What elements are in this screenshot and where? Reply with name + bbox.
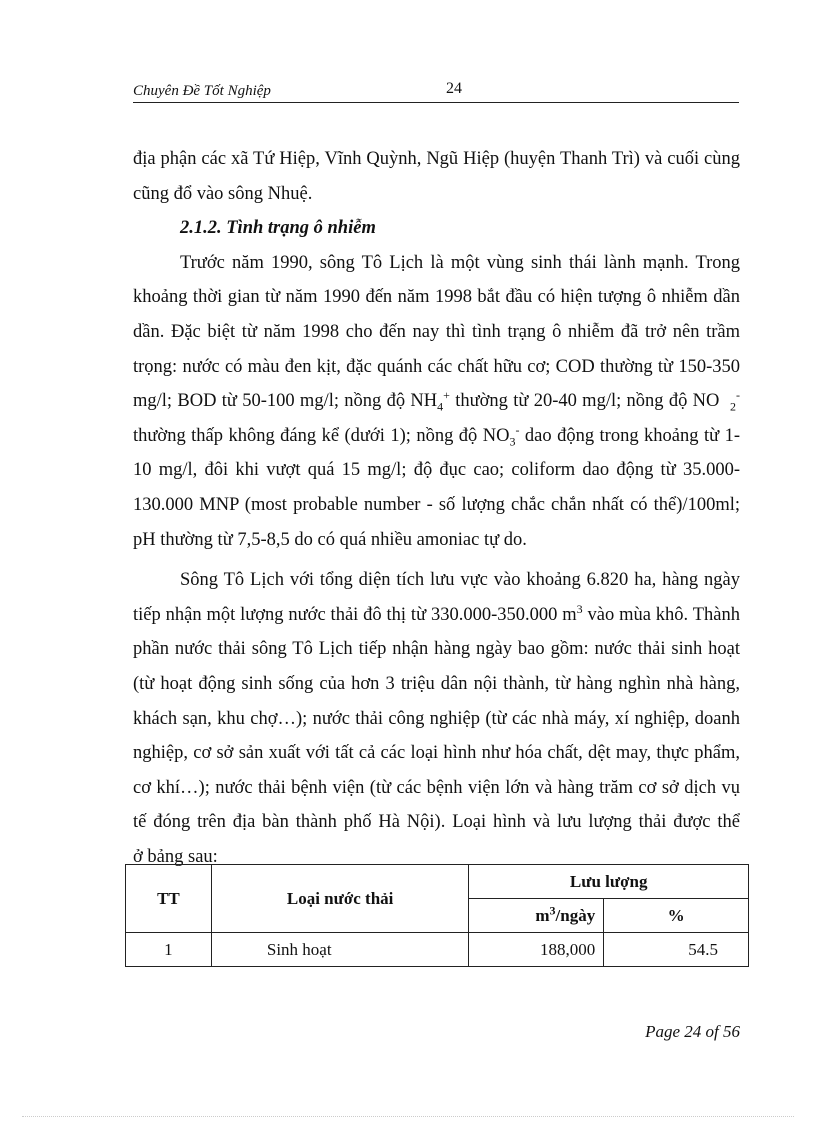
text-line-formula: thường thấp không đáng kể (dưới 1); nồng độ $NO_3^-$ dao động trong khoảng từ 1- <box>133 422 740 449</box>
text-line: địa phận các xã Tứ Hiệp, Vĩnh Quỳnh, Ngũ Hiệp (huyện Thanh Trì) và cuối cùng <box>133 149 740 169</box>
header-percent: % <box>604 899 749 933</box>
section-heading: 2.1.2. Tình trạng ô nhiễm <box>180 218 376 239</box>
text-line: phần nước thải sông Tô Lịch tiếp nhận hàng ngày bao gồm: nước thải sinh hoạt <box>133 639 740 660</box>
table-row <box>126 933 749 967</box>
text-line: Trước năm 1990, sông Tô Lịch là một vùng sinh thái lành mạnh. Trong <box>180 252 740 273</box>
text-line: 130.000 MNP (most probable number - số lượng chắc chắn nhất có thể)/100ml; <box>133 494 740 515</box>
header-tt: TT <box>126 865 212 933</box>
text-line: 10 mg/l, đôi khi vượt quá 15 mg/l; độ đục cao; coliform dao động từ 35.000- <box>133 460 740 481</box>
text-line: trọng: nước có màu đen kịt, đặc quánh các chất hữu cơ; COD thường từ 150-350 <box>133 356 740 377</box>
text-line: Sông Tô Lịch với tổng diện tích lưu vực vào khoảng 6.820 ha, hàng ngày <box>180 570 740 591</box>
header-page-number: 24 <box>446 80 462 97</box>
header-m3-per-day: $m^3$/ngày <box>469 899 604 933</box>
text-line: (từ hoạt động sinh sống của hơn 3 triệu dân nội thành, từ hàng nghìn nhà hàng, <box>133 673 740 694</box>
cell-pct: 54.5 <box>604 933 749 967</box>
header-type: Loại nước thải <box>211 865 469 933</box>
cell-type: Sinh hoạt <box>211 933 469 967</box>
text-line: tế đóng trên địa bàn thành phố Hà Nội). Loại hình và lưu lượng thải được thể <box>133 812 740 833</box>
text-line-formula: tiếp nhận một lượng nước thải đô thị từ 330.000-350.000 $m^3$ vào mùa khô. Thành <box>133 601 740 625</box>
text-line: cũng đổ vào sông Nhuệ. <box>133 183 313 204</box>
text-line: ở bảng sau: <box>133 846 218 867</box>
table-header-row <box>126 865 749 899</box>
text-line: pH thường từ 7,5-8,5 do có quá nhiều amoniac tự do. <box>133 529 527 550</box>
text-line-formula: mg/l; BOD từ 50-100 mg/l; nồng độ $NH_4^+$ thường từ 20-40 mg/l; nồng độ NO $_2$- <box>133 388 740 414</box>
cell-tt: 1 <box>126 933 212 967</box>
header-title: Chuyên Đề Tốt Nghiệp <box>133 83 271 99</box>
text-line: khoảng thời gian từ năm 1990 đến năm 1998 bắt đầu có hiện tượng ô nhiễm dần <box>133 287 740 308</box>
text-line: khách sạn, khu chợ…); nước thải công nghiệp (từ các nhà máy, xí nghiệp, doanh <box>133 708 740 729</box>
header-flow: Lưu lượng <box>469 865 749 899</box>
text-line: dần. Đặc biệt từ năm 1998 cho đến nay thì tình trạng ô nhiễm đã trở nên trầm <box>133 321 740 342</box>
text-line: cơ khí…); nước thải bệnh viện (từ các bệnh viện lớn và hàng trăm cơ sở dịch vụ <box>133 777 740 798</box>
page-bottom-divider <box>22 1116 794 1117</box>
document-body <box>133 142 740 874</box>
wastewater-table <box>125 864 749 967</box>
page-footer: Page 24 of 56 <box>645 1022 740 1041</box>
page-header <box>133 80 739 103</box>
cell-m3: 188,000 <box>469 933 604 967</box>
text-line: nghiệp, cơ sở sản xuất với tất cả các loại hình như hóa chất, dệt may, thực phẩm, <box>133 743 740 764</box>
